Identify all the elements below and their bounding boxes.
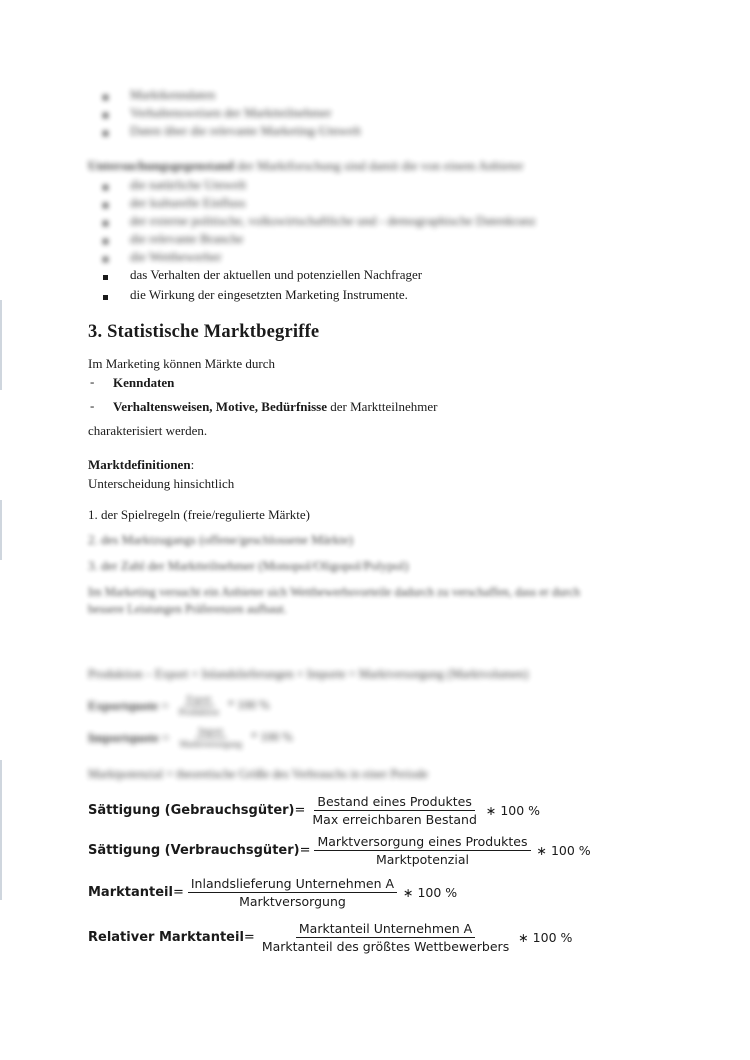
bullet-marker — [103, 257, 108, 262]
list-item: der kulturelle Einfluss — [130, 195, 246, 210]
bullet-marker — [103, 95, 108, 100]
formula-fraction — [309, 794, 480, 827]
formula-fraction — [188, 876, 397, 909]
research-intro-bold: Untersuchungsgegenstand — [88, 158, 234, 173]
research-intro — [88, 158, 523, 174]
formula-denominator: Marktversorgung — [239, 894, 346, 909]
dash-marker: - — [90, 398, 95, 413]
definitions-paragraph-line2: bessere Leistungen Präferenzen aufbaut. — [88, 602, 287, 616]
formula-numerator: Inlandslieferung Unternehmen A — [188, 876, 397, 893]
formula-percent: * 100 % — [250, 730, 293, 744]
formula-label: Relativer Marktanteil — [88, 930, 244, 945]
definition-item-2: 2. des Marktzugangs (offene/geschlossene Märkte) — [88, 532, 354, 547]
list-item: die natürliche Umwelt — [130, 177, 247, 192]
formula-label: Marktanteil — [88, 885, 173, 900]
market-supply-equation: Produktion – Export + Inlandslieferungen + Importe = Marktversorgung (Marktvolumen) — [88, 667, 529, 681]
formula-percent: * 100 % — [227, 698, 270, 712]
formula-percent: ∗ 100 % — [485, 803, 541, 818]
formula-numerator: Bestand eines Produktes — [314, 794, 474, 811]
bullet-marker — [103, 203, 108, 208]
bullet-marker — [103, 131, 108, 136]
formula-denominator: Max erreichbaren Bestand — [312, 812, 477, 827]
saturation-consumables-formula — [88, 834, 591, 867]
item-kenndaten: Kenndaten — [113, 375, 175, 390]
formula-numerator: Import — [196, 726, 227, 738]
list-item: der externe politische, volkswirtschaftliche und - demographische Datenkranz — [130, 213, 536, 228]
item-verhaltensweisen-rest: der Marktteilnehmer — [327, 399, 438, 414]
formula-numerator: Marktanteil Unternehmen A — [296, 921, 475, 938]
scan-edge-mark — [0, 760, 2, 900]
formula-label: Importquote — [88, 729, 159, 745]
definition-item-3: 3. der Zahl der Marktteilnehmer (Monopol/Oligopol/Polypol) — [88, 558, 409, 573]
formula-numerator: Marktversorgung eines Produktes — [314, 834, 530, 851]
definitions-title-colon: : — [190, 457, 195, 472]
list-item: Verhaltensweisen der Marktteilnehmer — [130, 105, 332, 120]
export-quote-formula — [88, 694, 270, 717]
bullet-marker — [103, 295, 108, 300]
market-share-formula — [88, 876, 457, 909]
section-heading: 3. Statistische Marktbegriffe — [88, 322, 320, 342]
relative-market-share-formula — [88, 921, 572, 954]
formula-fraction — [177, 726, 245, 749]
formula-equals: = — [158, 697, 172, 713]
formula-denominator: Marktpotenzial — [375, 852, 469, 867]
scan-edge-mark — [0, 500, 2, 560]
list-item: das Verhalten der aktuellen und potenziellen Nachfrager — [130, 267, 423, 282]
formula-fraction — [314, 834, 530, 867]
bullet-marker — [103, 185, 108, 190]
formula-denominator: Produktion — [178, 707, 219, 717]
list-item: Marktkenndaten — [130, 87, 216, 102]
bullet-marker — [103, 239, 108, 244]
definitions-paragraph-line1: Im Marketing versucht ein Anbieter sich Wettbewerbsvorteile dadurch zu verschaffen, dass er durch — [88, 585, 580, 599]
definitions-title-text: Marktdefinitionen — [88, 457, 191, 472]
saturation-durables-formula — [88, 794, 540, 827]
formula-denominator: Marktanteil des größtes Wettbewerbers — [261, 939, 510, 954]
dash-marker: - — [90, 374, 95, 389]
section-outro: charakterisiert werden. — [88, 423, 208, 438]
definitions-subtitle: Unterscheidung hinsichtlich — [88, 476, 235, 491]
definitions-title — [88, 457, 194, 473]
list-item: die relevante Branche — [130, 231, 244, 246]
formula-denominator: Marktversorgung — [179, 739, 242, 749]
formula-equals: = — [294, 803, 306, 818]
formula-fraction — [176, 694, 222, 717]
formula-label: Sättigung (Verbrauchsgüter) — [88, 843, 300, 858]
formula-fraction — [259, 921, 512, 954]
formula-equals: = — [172, 885, 184, 900]
formula-label: Exportquote — [88, 697, 159, 713]
research-intro-rest: der Marktforschung sind damit die von einem Anbieter — [233, 158, 524, 173]
list-item: die Wettbewerber — [130, 249, 222, 264]
formula-label: Sättigung (Gebrauchsgüter) — [88, 803, 295, 818]
bullet-marker — [103, 221, 108, 226]
formula-percent: ∗ 100 % — [518, 930, 573, 945]
list-item: Daten über die relevante Marketing-Umwelt — [130, 123, 362, 138]
definition-item-1: 1. der Spielregeln (freie/regulierte Märkte) — [88, 507, 310, 522]
scan-edge-mark — [0, 300, 2, 390]
item-verhaltensweisen — [113, 399, 437, 415]
formula-percent: ∗ 100 % — [536, 843, 591, 858]
item-verhaltensweisen-bold: Verhaltensweisen, Motive, Bedürfnisse — [113, 399, 328, 414]
bullet-marker — [103, 113, 108, 118]
formula-equals: = — [243, 930, 255, 945]
formula-percent: ∗ 100 % — [403, 885, 458, 900]
bullet-marker — [103, 275, 108, 280]
import-quote-formula — [88, 726, 293, 749]
formula-equals: = — [158, 729, 173, 745]
market-potential-definition: Marktpotenzial = theoretische Größe des Verbrauchs in einer Periode — [88, 767, 428, 781]
formula-equals: = — [299, 843, 311, 858]
section-intro: Im Marketing können Märkte durch — [88, 356, 276, 371]
list-item: die Wirkung der eingesetzten Marketing Instrumente. — [130, 287, 408, 302]
formula-numerator: Export — [184, 694, 215, 706]
